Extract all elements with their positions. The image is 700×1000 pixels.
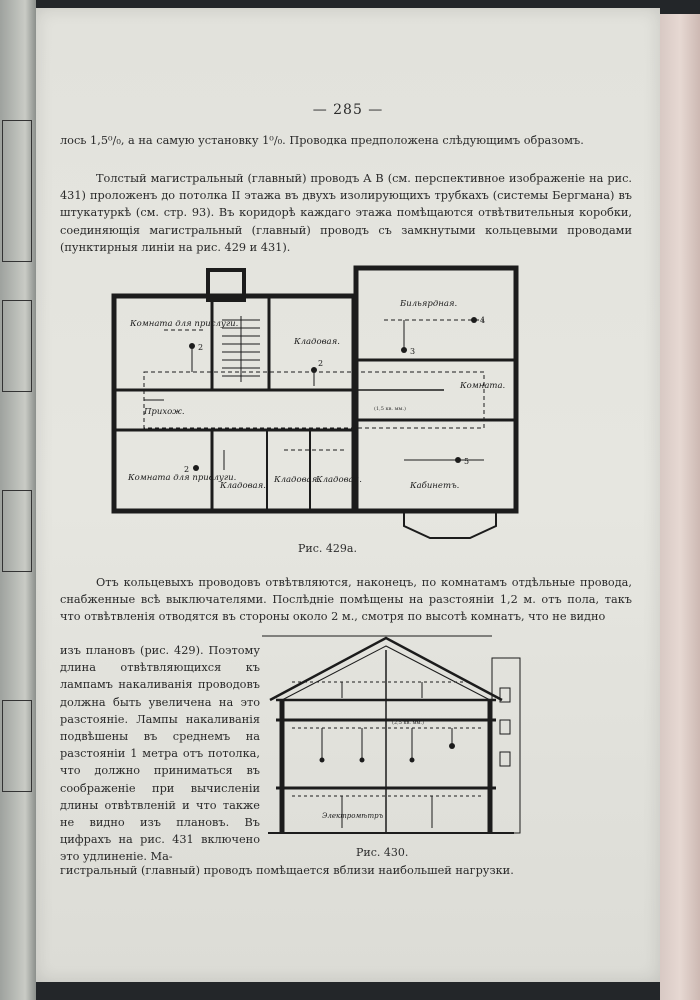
wire-label: (1,5 кв. мм.) (374, 406, 406, 412)
section-wire-label: (2,5 кв. мм.) (392, 720, 424, 726)
lamp-number-1: 2 (198, 343, 204, 352)
floor-plan-figure (104, 260, 534, 540)
paragraph-4: изъ плановъ (рис. 429). Поэтому длина отвѣтвляющихся къ лампамъ накаливанія проводовъ должна быть увеличена на это разстояніе. Лампы накаливанія подвѣшены въ среднемъ на разстояніи 1 метра отъ потолка, что должно приниматься въ соображеніе при вычисленіи длины отвѣтвленій и что также не видно изъ плановъ. Въ цифрахъ на рис. 431 включено это удлиненіе. Ма- (60, 644, 260, 864)
room-label-9: Кладовая. (316, 475, 362, 485)
room-label-2: Кладовая. (294, 337, 340, 347)
room-label-7: Кладовая. (220, 481, 266, 491)
lamp-number-4: 2 (318, 359, 324, 368)
page-edge-stack (660, 14, 700, 1000)
section-label: Электромѣтръ (322, 812, 384, 820)
lamp-number-3: 3 (410, 347, 416, 356)
room-label-5: Прихож. (144, 407, 185, 417)
lamp-number-5: 5 (464, 457, 470, 466)
room-label-6: Комната для прислуги. (128, 473, 237, 483)
building-section-figure (262, 628, 530, 848)
room-label-10: Кабинетъ. (410, 481, 460, 491)
lamp-number-2: 4 (480, 316, 486, 325)
paragraph-1: лось 1,5⁰/₀, а на самую установку 1⁰/₀. Проводка предположена слѣдующимъ образомъ. (60, 134, 584, 147)
paragraph-5: гистральный (главный) проводъ помѣщается вблизи наибольшей нагрузки. (60, 864, 514, 877)
lamp-number-6: 2 (184, 465, 190, 474)
room-label-3: Бильярдная. (400, 299, 458, 309)
paragraph-2: Толстый магистральный (главный) проводъ A B (см. перспективное изображеніе на рис. 431) проложенъ до потолка II этажа въ двухъ изолирующихъ трубкахъ (системы Бергмана) въ штукатуркѣ (см. стр. 93). Въ коридорѣ каждаго этажа помѣщаются отвѣтвительныя коробки, соединяющія магистральный (главный) проводъ съ замкнутыми кольцевыми проводами (пунктирныя линіи на рис. 429 и 431). (60, 172, 632, 254)
room-label-4: Комната. (460, 381, 506, 391)
paragraph-3: Отъ кольцевыхъ проводовъ отвѣтвляются, наконецъ, по комнатамъ отдѣльные провода, снабженные всѣ выключателями. Послѣдніе помѣщены на разстояніи 1,2 м. отъ пола, такъ что отвѣтвленія отводятся въ стороны около 2 м., смотря по высотѣ комнатъ, что не видно (60, 576, 632, 624)
room-label-8: Кладовая. (274, 475, 320, 485)
figure-caption-429: Рис. 429a. (298, 542, 357, 555)
room-label-1: Комната для прислуги. (130, 319, 239, 329)
left-page-edge (0, 0, 36, 1000)
book-page (36, 8, 660, 982)
page-number: — 285 — (312, 102, 384, 118)
figure-caption-430: Рис. 430. (356, 846, 409, 859)
